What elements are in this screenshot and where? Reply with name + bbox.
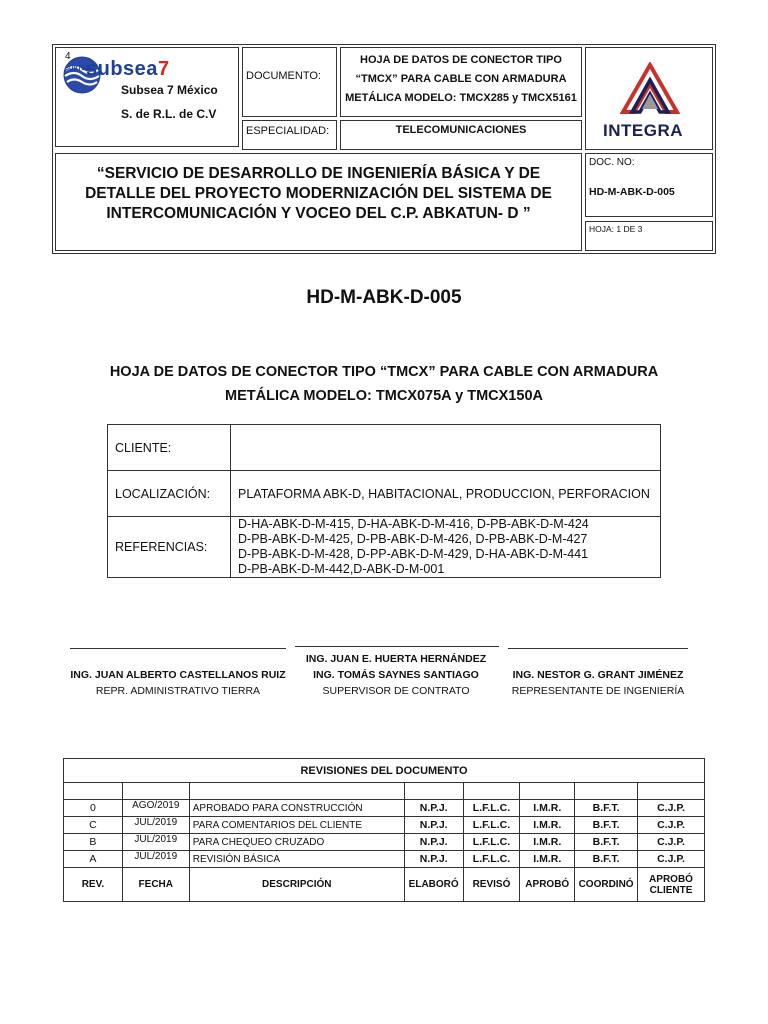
client-label: CLIENTE: [108,425,231,471]
document-label-cell [242,47,337,117]
main-title-line1: HOJA DE DATOS DE CONECTOR TIPO “TMCX” PARA CABLE CON ARMADURA [109,364,659,380]
page-number: 4 [65,51,71,62]
sheet-cell [585,221,713,251]
references-label: REFERENCIAS: [108,517,231,578]
column-header-elaboro: ELABORÓ [404,868,463,902]
rev-cell: A [64,851,123,868]
doc-number-cell [585,153,713,217]
revisions-title: REVISIONES DEL DOCUMENTO [64,759,705,783]
table-row [64,817,705,834]
date-cell: JUL/2019 [122,851,189,868]
main-title [80,360,688,408]
rev-cell: B [64,834,123,851]
location-row [108,471,661,517]
aprobo-cell: I.M.R. [520,817,575,834]
location-label: LOCALIZACIÓN: [108,471,231,517]
table-row [64,834,705,851]
reviso-cell: L.F.L.C. [463,800,520,817]
signer-center-role: SUPERVISOR DE CONTRATO [322,685,470,697]
document-title: HOJA DE DATOS DE CONECTOR TIPO “TMCX” PARA CABLE CON ARMADURA METÁLICA MODELO: TMCX285 y TMCX5161 [345,54,577,104]
revisions-title-row [64,759,705,783]
table-row [64,851,705,868]
description-cell: REVISIÓN BÁSICA [189,851,404,868]
reviso-cell: L.F.L.C. [463,851,520,868]
subsea-word: subsea [86,58,158,80]
aprobo-cliente-cell: C.J.P. [638,834,705,851]
signer-left-name: ING. JUAN ALBERTO CASTELLANOS RUIZ [70,669,286,681]
elaboro-cell: N.P.J. [404,817,463,834]
rev-cell: C [64,817,123,834]
references-row [108,517,661,578]
doc-number-value: HD-M-ABK-D-005 [589,186,675,198]
aprobo-cliente-cell: C.J.P. [638,817,705,834]
column-header-reviso: REVISÓ [463,868,520,902]
main-title-line2: METÁLICA MODELO: TMCX075A y TMCX150A [225,388,543,404]
subsea-seven: 7 [157,58,170,80]
column-header-coordino: COORDINÓ [575,868,638,902]
revisions-table [63,758,705,902]
coordino-cell: B.F.T. [575,834,638,851]
signer-right-role: REPRESENTANTE DE INGENIERÍA [511,685,685,697]
signature-line-center [295,646,499,647]
reviso-cell: L.F.L.C. [463,817,520,834]
column-header-aprobo: APROBÓ [520,868,575,902]
aprobo-cliente-cell: C.J.P. [638,851,705,868]
coordino-cell: B.F.T. [575,800,638,817]
reference-line: D-HA-ABK-D-M-415, D-HA-ABK-D-M-416, D-PB-ABK-D-M-424 [238,517,589,531]
table-row [64,800,705,817]
reference-line: D-PB-ABK-D-M-425, D-PB-ABK-D-M-426, D-PB-ABK-D-M-427 [238,532,588,546]
specialty-label: ESPECIALIDAD: [246,125,330,137]
aprobo-cell: I.M.R. [520,834,575,851]
signature-line-right [508,648,688,649]
column-header-fecha: FECHA [122,868,189,902]
signature-line-left [70,648,286,649]
date-cell: JUL/2019 [122,834,189,851]
revisions-column-header-row [64,868,705,902]
column-header-rev: REV. [64,868,123,902]
client-value [231,425,661,471]
signer-center-name1: ING. JUAN E. HUERTA HERNÁNDEZ [305,653,487,665]
coordino-cell: B.F.T. [575,817,638,834]
elaboro-cell: N.P.J. [404,800,463,817]
description-cell: APROBADO PARA CONSTRUCCIÓN [189,800,404,817]
references-value [231,517,661,578]
document-code: HD-M-ABK-D-005 [306,287,462,308]
aprobo-cell: I.M.R. [520,851,575,868]
document-label: DOCUMENTO: [246,70,321,82]
date-cell: AGO/2019 [122,800,189,817]
doc-number-label: DOC. NO: [589,157,635,168]
revisions-empty-row [64,783,705,800]
sheet-number: HOJA: 1 DE 3 [589,224,643,234]
company-name-line2: S. de R.L. de C.V [121,107,217,121]
signer-center-name2: ING. TOMÁS SAYNES SANTIAGO [313,669,479,681]
reference-line: D-PB-ABK-D-M-442,D-ABK-D-M-001 [238,562,445,576]
column-header-aprobo-cliente: APROBÓ CLIENTE [638,868,705,902]
aprobo-cell: I.M.R. [520,800,575,817]
client-info-table [107,424,661,578]
rev-cell: 0 [64,800,123,817]
specialty-value-cell [340,120,582,150]
service-title: “SERVICIO DE DESARROLLO DE INGENIERÍA BÁSICA Y DE DETALLE DEL PROYECTO MODERNIZACIÓN DEL SISTEMA DE INTERCOMUNICACIÓN Y VOCEO DEL C.P. ABKATUN- D ” [85,165,552,222]
elaboro-cell: N.P.J. [404,851,463,868]
elaboro-cell: N.P.J. [404,834,463,851]
specialty-label-cell [242,120,337,150]
client-row [108,425,661,471]
column-header-descripcion: DESCRIPCIÓN [189,868,404,902]
reviso-cell: L.F.L.C. [463,834,520,851]
document-title-cell [340,47,582,117]
signer-right-name: ING. NESTOR G. GRANT JIMÉNEZ [512,669,684,681]
integra-logo-text: INTEGRA [603,121,683,140]
subsea7-logo-text [86,58,170,81]
aprobo-cliente-cell: C.J.P. [638,800,705,817]
date-cell: JUL/2019 [122,817,189,834]
subtec-label: SUBTEC [65,66,90,72]
service-title-cell [55,153,582,251]
location-value: PLATAFORMA ABK-D, HABITACIONAL, PRODUCCION, PERFORACION [231,471,661,517]
reference-line: D-PB-ABK-D-M-428, D-PP-ABK-D-M-429, D-HA-ABK-D-M-441 [238,547,589,561]
description-cell: PARA COMENTARIOS DEL CLIENTE [189,817,404,834]
integra-logo-icon [620,62,680,117]
coordino-cell: B.F.T. [575,851,638,868]
specialty-value: TELECOMUNICACIONES [395,124,527,136]
company-name-line1: Subsea 7 México [121,83,218,97]
signer-left-role: REPR. ADMINISTRATIVO TIERRA [95,685,261,697]
description-cell: PARA CHEQUEO CRUZADO [189,834,404,851]
